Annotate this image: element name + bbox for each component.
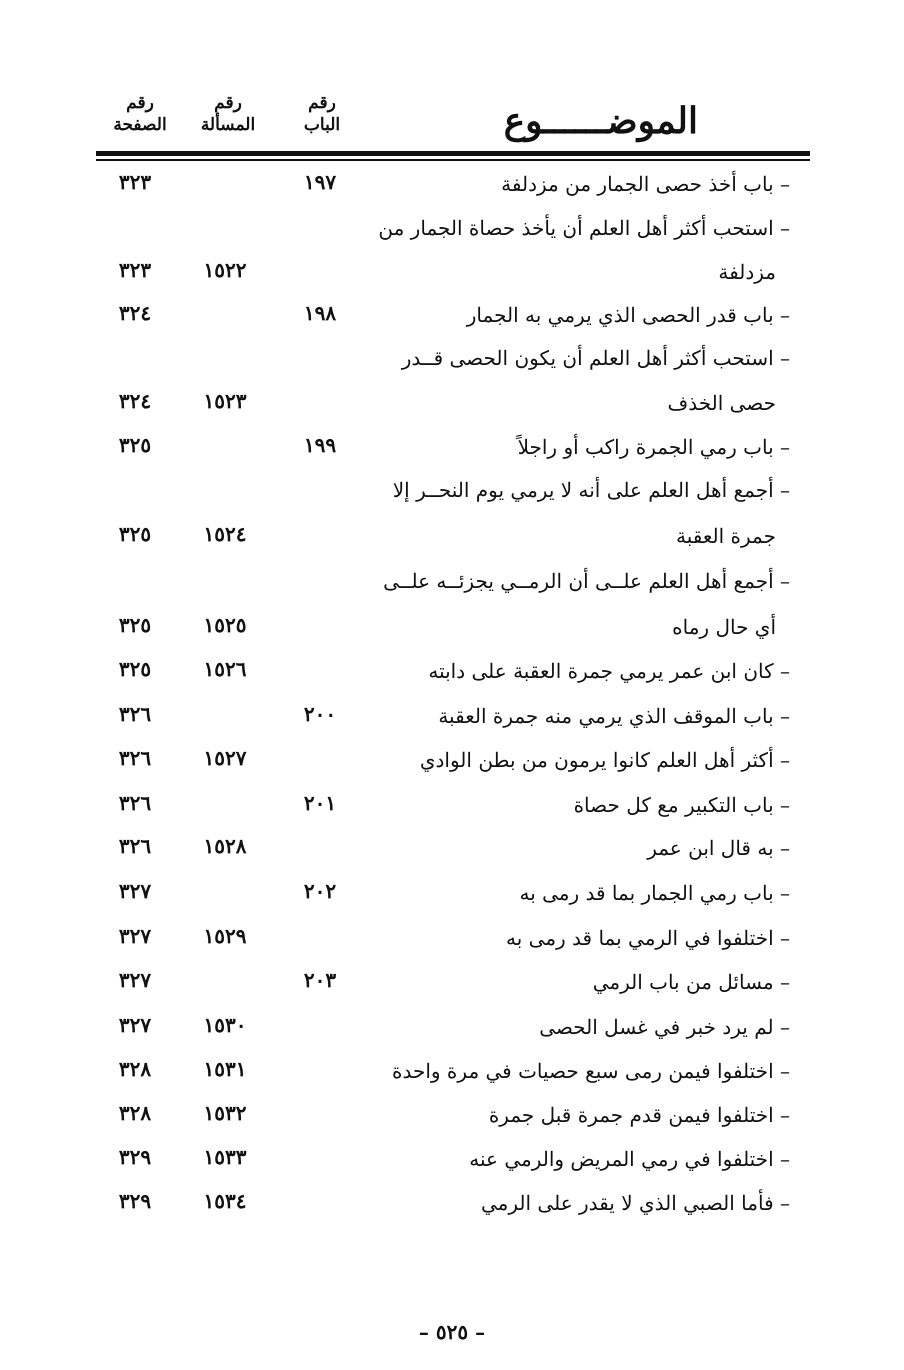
entry-bab-number: ١٩٨: [303, 301, 337, 325]
entry-page-number: ٣٢٦: [118, 702, 152, 726]
entry-masala-number: ١٥٣١: [203, 1057, 247, 1081]
entry-page-number: ٣٢٧: [118, 1013, 152, 1037]
entry-page-number: ٣٢٧: [118, 924, 152, 948]
column-header-masala-line1: رقم: [214, 93, 242, 113]
entry-topic: – باب رمي الجمار بما قد رمى به: [519, 881, 790, 905]
entry-page-number: ٣٢٩: [118, 1189, 152, 1213]
entry-topic-continuation: حصى الخذف: [667, 391, 776, 415]
entry-topic: – اختلفوا فيمن رمى سبع حصيات في مرة واحدة: [392, 1059, 790, 1083]
entry-topic: – استحب أكثر أهل العلم أن يكون الحصى قــدر: [401, 346, 790, 370]
entry-masala-number: ١٥٢٩: [203, 924, 247, 948]
entry-bab-number: ٢٠٣: [303, 968, 337, 992]
header-rule-thin: [96, 159, 810, 161]
entry-page-number: ٣٢٥: [118, 613, 152, 637]
entry-masala-number: ١٥٢٣: [203, 389, 247, 413]
entry-topic-continuation: أي حال رماه: [672, 615, 776, 639]
entry-bab-number: ٢٠١: [303, 791, 337, 815]
entry-bab-number: ٢٠٠: [303, 702, 337, 726]
entry-topic: – باب رمي الجمرة راكب أو راجلاً: [517, 435, 790, 459]
entry-topic: – باب قدر الحصى الذي يرمي به الجمار: [466, 303, 790, 327]
entry-page-number: ٣٢٧: [118, 879, 152, 903]
entry-page-number: ٣٢٧: [118, 968, 152, 992]
column-header-page-line2: الصفحة: [113, 115, 167, 135]
entry-topic-continuation: مزدلفة: [718, 260, 776, 284]
entry-page-number: ٣٢٥: [118, 657, 152, 681]
entry-page-number: ٣٢٨: [118, 1101, 152, 1125]
entry-topic: – فأما الصبي الذي لا يقدر على الرمي: [480, 1191, 790, 1215]
entry-page-number: ٣٢٣: [118, 258, 152, 282]
column-header-bab-line1: رقم: [308, 93, 336, 113]
entry-topic: – كان ابن عمر يرمي جمرة العقبة على دابته: [428, 659, 790, 683]
entry-page-number: ٣٢٦: [118, 746, 152, 770]
entry-masala-number: ١٥٣٠: [203, 1013, 247, 1037]
header-rule-thick: [96, 151, 810, 156]
page-title: الموضــــــوع: [503, 100, 698, 142]
entry-page-number: ٣٢٥: [118, 522, 152, 546]
entry-topic: – أجمع أهل العلم علــى أن الرمــي يجزئــه علــى: [383, 569, 790, 593]
entry-topic: – أكثر أهل العلم كانوا يرمون من بطن الوادي: [419, 748, 790, 772]
entry-topic: – مسائل من باب الرمي: [592, 970, 790, 994]
entry-topic: – به قال ابن عمر: [647, 836, 790, 860]
column-header-page: [100, 92, 180, 136]
entry-topic: – باب أخذ حصى الجمار من مزدلفة: [501, 172, 790, 196]
entry-masala-number: ١٥٢٤: [203, 522, 247, 546]
entry-masala-number: ١٥٢٦: [203, 657, 247, 681]
entry-bab-number: ٢٠٢: [303, 879, 337, 903]
entry-bab-number: ١٩٧: [303, 170, 337, 194]
entry-topic: – استحب أكثر أهل العلم أن يأخذ حصاة الجمار من: [378, 216, 790, 240]
entry-topic: – أجمع أهل العلم على أنه لا يرمي يوم النحــر إلا: [392, 478, 790, 502]
entry-topic: – اختلفوا في الرمي بما قد رمى به: [506, 926, 790, 950]
column-header-bab-line2: الباب: [303, 115, 341, 135]
column-header-masala: [188, 92, 268, 136]
column-header-page-line1: رقم: [126, 93, 154, 113]
entry-masala-number: ١٥٢٢: [203, 258, 247, 282]
entry-masala-number: ١٥٣٣: [203, 1145, 247, 1169]
entry-masala-number: ١٥٢٥: [203, 613, 247, 637]
entry-topic: – باب التكبير مع كل حصاة: [573, 793, 790, 817]
entry-bab-number: ١٩٩: [303, 433, 337, 457]
entry-page-number: ٣٢٦: [118, 791, 152, 815]
entry-topic: – لم يرد خبر في غسل الحصى: [539, 1015, 790, 1039]
entry-page-number: ٣٢٩: [118, 1145, 152, 1169]
entry-masala-number: ١٥٣٢: [203, 1101, 247, 1125]
entry-page-number: ٣٢٤: [118, 301, 152, 325]
entry-masala-number: ١٥٢٧: [203, 746, 247, 770]
column-header-bab: [282, 92, 362, 136]
page-number: – ٥٢٥ –: [418, 1320, 486, 1344]
entry-topic: – اختلفوا فيمن قدم جمرة قبل جمرة: [488, 1103, 790, 1127]
entry-page-number: ٣٢٤: [118, 389, 152, 413]
entry-topic: – باب الموقف الذي يرمي منه جمرة العقبة: [438, 704, 790, 728]
entry-page-number: ٣٢٨: [118, 1057, 152, 1081]
column-header-masala-line2: المسألة: [200, 115, 256, 135]
entry-page-number: ٣٢٥: [118, 433, 152, 457]
entry-topic: – اختلفوا في رمي المريض والرمي عنه: [469, 1147, 790, 1171]
entry-masala-number: ١٥٣٤: [203, 1189, 247, 1213]
entry-topic-continuation: جمرة العقبة: [676, 524, 776, 548]
entry-masala-number: ١٥٢٨: [203, 834, 247, 858]
entry-page-number: ٣٢٣: [118, 170, 152, 194]
entry-page-number: ٣٢٦: [118, 834, 152, 858]
